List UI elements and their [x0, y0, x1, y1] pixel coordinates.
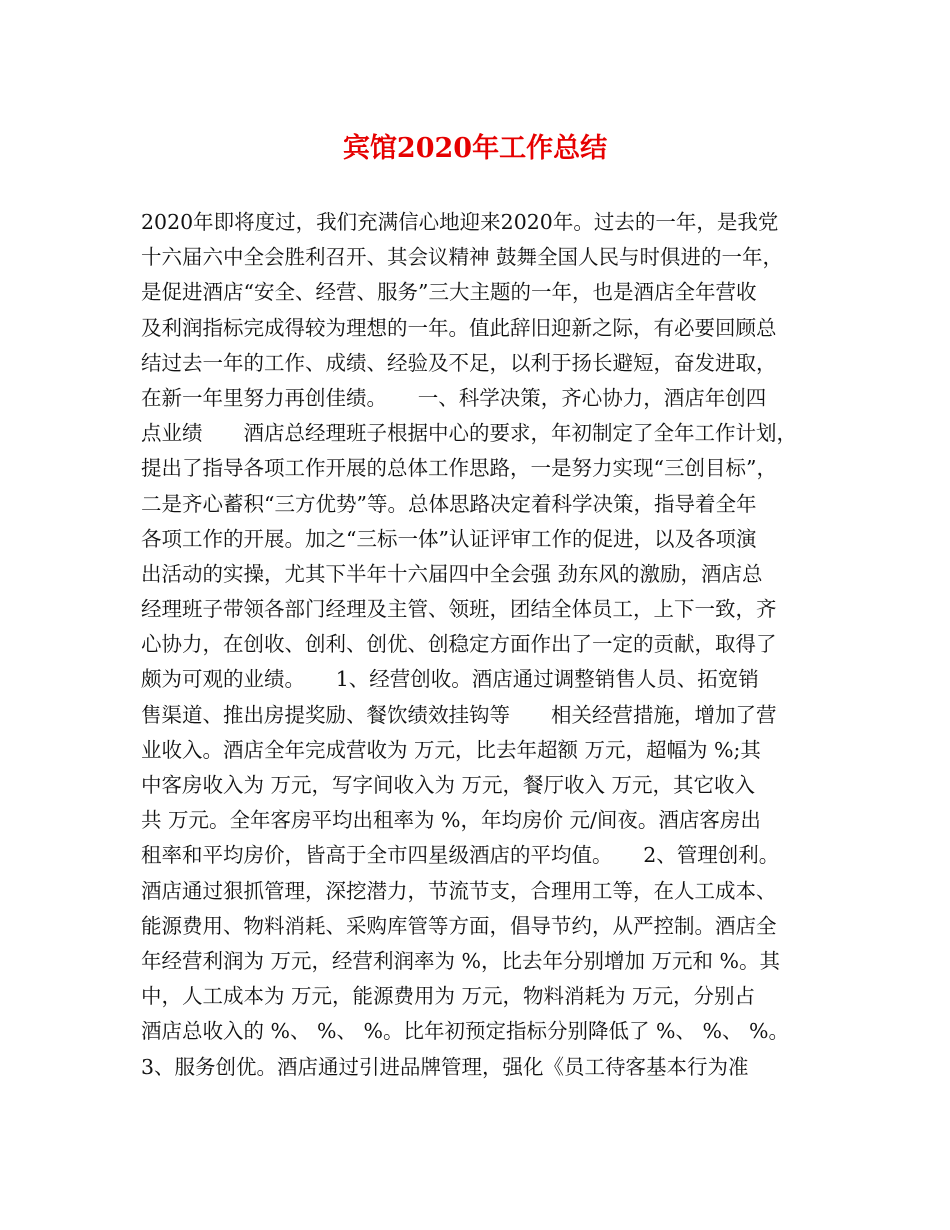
body-line: 共 万元。全年客房平均出租率为 %，年均房价 元/间夜。酒店客房出	[141, 808, 761, 833]
body-line: 出活动的实操，尤其下半年十六届四中全会强 劲东风的激励，酒店总	[141, 561, 763, 586]
body-line: 2020年即将度过，我们充满信心地迎来2020年。过去的一年，是我党	[141, 210, 779, 234]
body-line: 点业绩 酒店总经理班子根据中心的要求，年初制定了全年工作计划，	[141, 421, 797, 446]
body-line: 中，人工成本为 万元，能源费用为 万元，物料消耗为 万元，分别占	[141, 984, 756, 1009]
body-line: 年经营利润为 万元，经营利润率为 %，比去年分别增加 万元和 %。其	[141, 948, 781, 973]
document-title: 宾馆2020年工作总结	[342, 133, 608, 164]
body-line: 及利润指标完成得较为理想的一年。值此辞旧迎新之际，有必要回顾总	[141, 315, 777, 340]
body-line: 中客房收入为 万元，写字间收入为 万元，餐厅收入 万元，其它收入	[141, 773, 756, 797]
body-line: 结过去一年的工作、成绩、经验及不足，以利于扬长避短，奋发进取，	[141, 350, 777, 375]
document-body	[141, 205, 831, 1085]
body-line: 3、服务创优。酒店通过引进品牌管理，强化《员工待客基本行为准	[141, 1054, 749, 1079]
body-line: 是促进酒店“安全、经营、服务”三大主题的一年，也是酒店全年营收	[141, 280, 757, 305]
body-line: 能源费用、物料消耗、采购库管等方面，倡导节约，从严控制。酒店全	[141, 913, 777, 938]
body-line: 租率和平均房价，皆高于全市四星级酒店的平均值。 2、管理创利。	[141, 843, 780, 868]
body-line: 售渠道、推出房提奖励、餐饮绩效挂钩等 相关经营措施，增加了营	[141, 702, 777, 727]
body-line: 二是齐心蓄积“三方优势”等。总体思路决定着科学决策，指导着全年	[141, 491, 757, 516]
body-line: 酒店通过狠抓管理，深挖潜力，节流节支，合理用工等，在人工成本、	[141, 878, 777, 903]
body-line: 心协力，在创收、创利、创优、创稳定方面作出了一定的贡献，取得了	[141, 632, 777, 657]
body-line: 酒店总收入的 %、 %、 %。比年初预定指标分别降低了 %、 %、 %。	[141, 1019, 789, 1044]
body-line: 在新一年里努力再创佳绩。 一、科学决策，齐心协力，酒店年创四	[141, 385, 767, 410]
body-line: 经理班子带领各部门经理及主管、领班，团结全体员工，上下一致，齐	[141, 597, 777, 622]
body-line: 颇为可观的业绩。 1、经营创收。酒店通过调整销售人员、拓宽销	[141, 667, 759, 692]
body-line: 提出了指导各项工作开展的总体工作思路，一是努力实现“三创目标”，	[141, 456, 777, 481]
body-line: 十六届六中全会胜利召开、其会议精神 鼓舞全国人民与时俱进的一年，	[141, 245, 784, 270]
body-line: 业收入。酒店全年完成营收为 万元，比去年超额 万元，超幅为 %;其	[141, 737, 761, 762]
body-line: 各项工作的开展。加之“三标一体”认证评审工作的促进，以及各项演	[141, 526, 757, 551]
